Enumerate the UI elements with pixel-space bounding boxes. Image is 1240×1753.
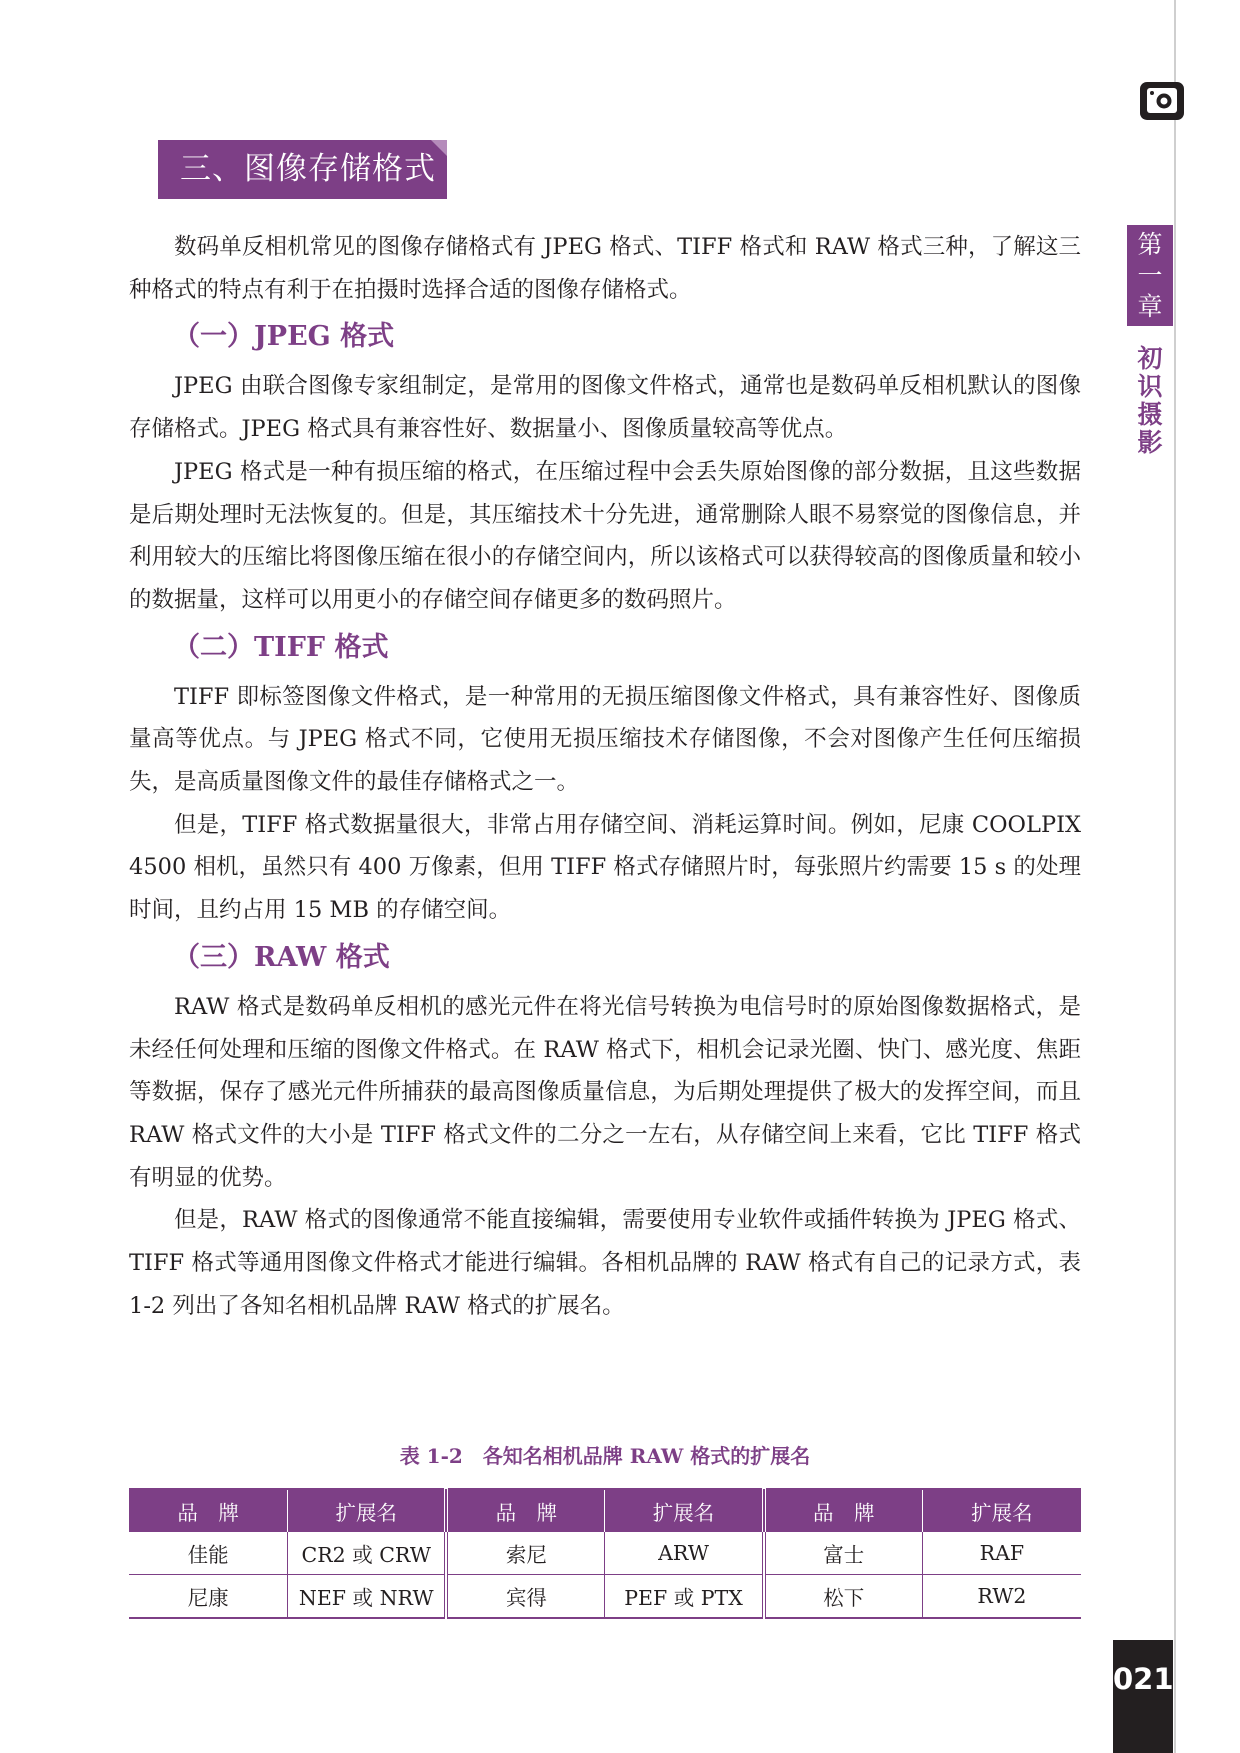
header-cell: 品 牌 (129, 1489, 288, 1532)
header-cell: 扩展名 (288, 1489, 447, 1532)
table-cell: PEF 或 PTX (605, 1575, 764, 1619)
chapter-label-char: 一 (1137, 261, 1163, 290)
main-content (129, 226, 1081, 1327)
table-caption: 表 1-2 各知名相机品牌 RAW 格式的扩展名 (399, 1444, 811, 1468)
table-row (129, 1532, 1081, 1575)
chapter-label-char: 章 (1137, 292, 1163, 321)
section-title: 三、图像存储格式 (180, 151, 436, 187)
table-cell: CR2 或 CRW (288, 1532, 447, 1575)
jpeg-paragraph-2: JPEG 格式是一种有损压缩的格式，在压缩过程中会丢失原始图像的部分数据，且这些数据是后期处理时无法恢复的。但是，其压缩技术十分先进，通常删除人眼不易察觉的图像信息，并利用较大的压缩比将图像压缩在很小的存储空间内，所以该格式可以获得较高的图像质量和较小的数据量，这样可以用更小的存储空间存储更多的数码照片。 (129, 458, 1081, 613)
table-cell: 松下 (764, 1575, 923, 1619)
header-cell: 品 牌 (764, 1489, 923, 1532)
table-cell: RW2 (922, 1575, 1081, 1619)
table-cell: RAF (922, 1532, 1081, 1575)
chapter-title-char: 初 (1137, 344, 1163, 373)
chapter-title-char: 摄 (1137, 400, 1163, 429)
raw-extension-table (129, 1488, 1081, 1619)
raw-paragraph-1: RAW 格式是数码单反相机的感光元件在将光信号转换为电信号时的原始图像数据格式，是未经任何处理和压缩的图像文件格式。在 RAW 格式下，相机会记录光圈、快门、感光度、焦距等数据，保存了感光元件所捕获的最高图像质量信息，为后期处理提供了极大的发挥空间，而且 RAW 格式文件的大小是 TIFF 格式文件的二分之一左右，从存储空间上来看，它比 TIFF 格式有明显的优势。 (129, 993, 1081, 1191)
table-row (129, 1575, 1081, 1619)
intro-paragraph: 数码单反相机常见的图像存储格式有 JPEG 格式、TIFF 格式和 RAW 格式三种，了解这三种格式的特点有利于在拍摄时选择合适的图像存储格式。 (129, 234, 1081, 303)
chapter-label-char: 第 (1137, 230, 1163, 259)
table-cell: 宾得 (446, 1575, 605, 1619)
table-cell: ARW (605, 1532, 764, 1575)
table-cell: 尼康 (129, 1575, 288, 1619)
table-cell: 索尼 (446, 1532, 605, 1575)
banner-corner-decoration (431, 140, 447, 156)
header-cell: 扩展名 (605, 1489, 764, 1532)
section-heading (158, 140, 447, 199)
table-cell: NEF 或 NRW (288, 1575, 447, 1619)
raw-paragraph-2: 但是，RAW 格式的图像通常不能直接编辑，需要使用专业软件或插件转换为 JPEG 格式、TIFF 格式等通用图像文件格式才能进行编辑。各相机品牌的 RAW 格式有自己的记录方式，表 1-2 列出了各知名相机品牌 RAW 格式的扩展名。 (129, 1207, 1081, 1319)
jpeg-paragraph-1: JPEG 由联合图像专家组制定，是常用的图像文件格式，通常也是数码单反相机默认的图像存储格式。JPEG 格式具有兼容性好、数据量小、图像质量较高等优点。 (129, 373, 1081, 443)
chapter-title-char: 影 (1137, 428, 1163, 457)
chapter-tab (1127, 225, 1173, 326)
jpeg-heading: （一）JPEG 格式 (173, 321, 395, 353)
page-edge-rule (1174, 0, 1176, 1753)
raw-heading: （三）RAW 格式 (173, 941, 390, 973)
header-cell: 扩展名 (922, 1489, 1081, 1532)
header-cell: 品 牌 (446, 1489, 605, 1532)
tiff-paragraph-1: TIFF 即标签图像文件格式，是一种常用的无损压缩图像文件格式，具有兼容性好、图像质量高等优点。与 JPEG 格式不同，它使用无损压缩技术存储图像，不会对图像产生任何压缩损失，是高质量图像文件的最佳存储格式之一。 (129, 683, 1081, 796)
table-cell: 富士 (764, 1532, 923, 1575)
chapter-title-char: 识 (1137, 372, 1163, 401)
chapter-title (1134, 345, 1166, 457)
tiff-heading: （二）TIFF 格式 (173, 631, 389, 663)
table-header-row (129, 1489, 1081, 1532)
table-cell: 佳能 (129, 1532, 288, 1575)
camera-icon (1138, 78, 1186, 124)
tiff-paragraph-2: 但是，TIFF 格式数据量很大，非常占用存储空间、消耗运算时间。例如，尼康 COOLPIX 4500 相机，虽然只有 400 万像素，但用 TIFF 格式存储照片时，每张照片约需要 15 s 的处理时间，且约占用 15 MB 的存储空间。 (129, 811, 1081, 924)
page-number: 021 (1113, 1640, 1173, 1753)
